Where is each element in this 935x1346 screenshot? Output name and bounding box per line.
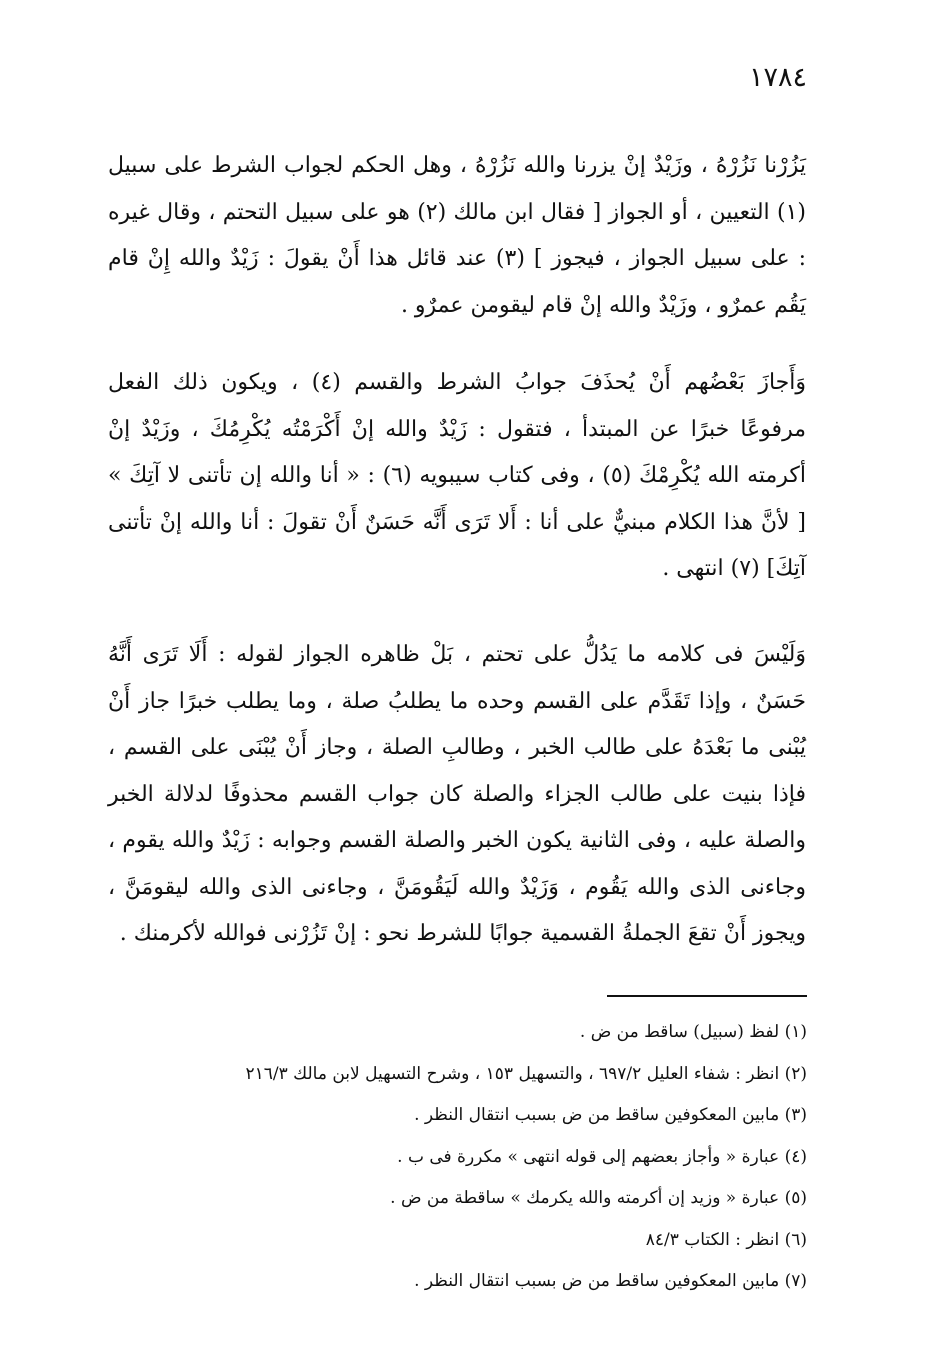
footnote-6: (٦) انظر : الكتاب ٨٤/٣	[645, 1229, 807, 1250]
paragraph-3: وَلَيْسَ فى كلامه ما يَدُلُّ على تحتم ، بَلْ ظاهره الجواز لقوله : أَلَا تَرَى أَنَّهُ حَسَنٌ ، وإذا تَقَدَّم على القسم وحده ما يطلبُ صلة ، وما يطلب خبرًا جاز أَنْ يُبْنى ما بَعْدَهُ على طالب الخبر ، وطالبِ الصلة ، وجاز أَنْ يُبْنَى على القسم ، فإذا بنيت على طالب الجزاء والصلة كان جواب القسم محذوفًا لدلالة الخبر والصلة عليه ، وفى الثانية يكون الخبر والصلة القسم وجوابه : زَيْدٌ والله يقوم ، وجاءنى الذى والله يَقُوم ، وَزَيْدٌ والله لَيَقُومَنَّ ، وجاءنى الذى والله ليقومَنَّ ، ويجوز أَنْ تقعَ الجملةُ القسمية جوابًا للشرط نحو : إنْ تَزُرْنى فوالله لأكرمنك .	[108, 642, 806, 946]
footnote-divider	[607, 995, 807, 997]
footnote-4: (٤) عبارة « وأجاز بعضهم إلى قوله انتهى » مكررة فى ب .	[397, 1146, 807, 1167]
paragraph-2: وَأَجازَ بَعْضُهم أَنْ يُحذَفَ جوابُ الشرط والقسم (٤) ، ويكون ذلك الفعل مرفوعًا خبرًا عن المبتدأ ، فتقول : زَيْدٌ والله إنْ أَكْرَمْتُه يُكْرِمُكَ ، وزَيْدٌ إنْ أكرمته الله يُكْرِمْكَ (٥) ، وفى كتاب سيبويه (٦) : « أنا والله إن تأتنى لا آتِكَ » [ لأنَّ هذا الكلام مبنيٌّ على أنا : أَلا تَرَى أَنَّه حَسَنٌ أَنْ تقولَ : أنا والله إنْ تأتنى آتِكَ] (٧) انتهى .	[108, 370, 807, 581]
page-number: ١٧٨٤	[748, 62, 807, 93]
paragraph-1: يَزُرْنا نَزُرْهُ ، وزَيْدٌ إنْ يزرنا والله نَزُرْهُ ، وهل الحكم لجواب الشرط على سبيل (١) التعيين ، أو الجواز [ فقال ابن مالك (٢) هو على سبيل التحتم ، وقال غيره : على سبيل الجواز ، فيجوز ] (٣) عند قائل هذا أَنْ يقولَ : زَيْدٌ والله إِنْ قام يَقُم عمرٌو ، وزَيْدٌ والله إنْ قام ليقومن عمرٌو .	[108, 153, 807, 318]
footnote-7: (٧) مابين المعكوفين ساقط من ض بسبب انتقال النظر .	[414, 1271, 807, 1291]
footnote-1: (١) لفظ (سبيل) ساقط من ض .	[579, 1022, 807, 1042]
footnotes-list	[127, 1012, 807, 1303]
footnote-2: (٢) انظر : شفاء العليل ٦٩٧/٢ ، والتسهيل ١٥٣ ، وشرح التسهيل لابن مالك ٢١٦/٣	[245, 1063, 807, 1084]
footnote-5: (٥) عبارة « وزيد إن أكرمته والله يكرمك » ساقطة من ض .	[390, 1188, 807, 1208]
footnote-3: (٣) مابين المعكوفين ساقط من ض بسبب انتقال النظر .	[414, 1105, 807, 1125]
